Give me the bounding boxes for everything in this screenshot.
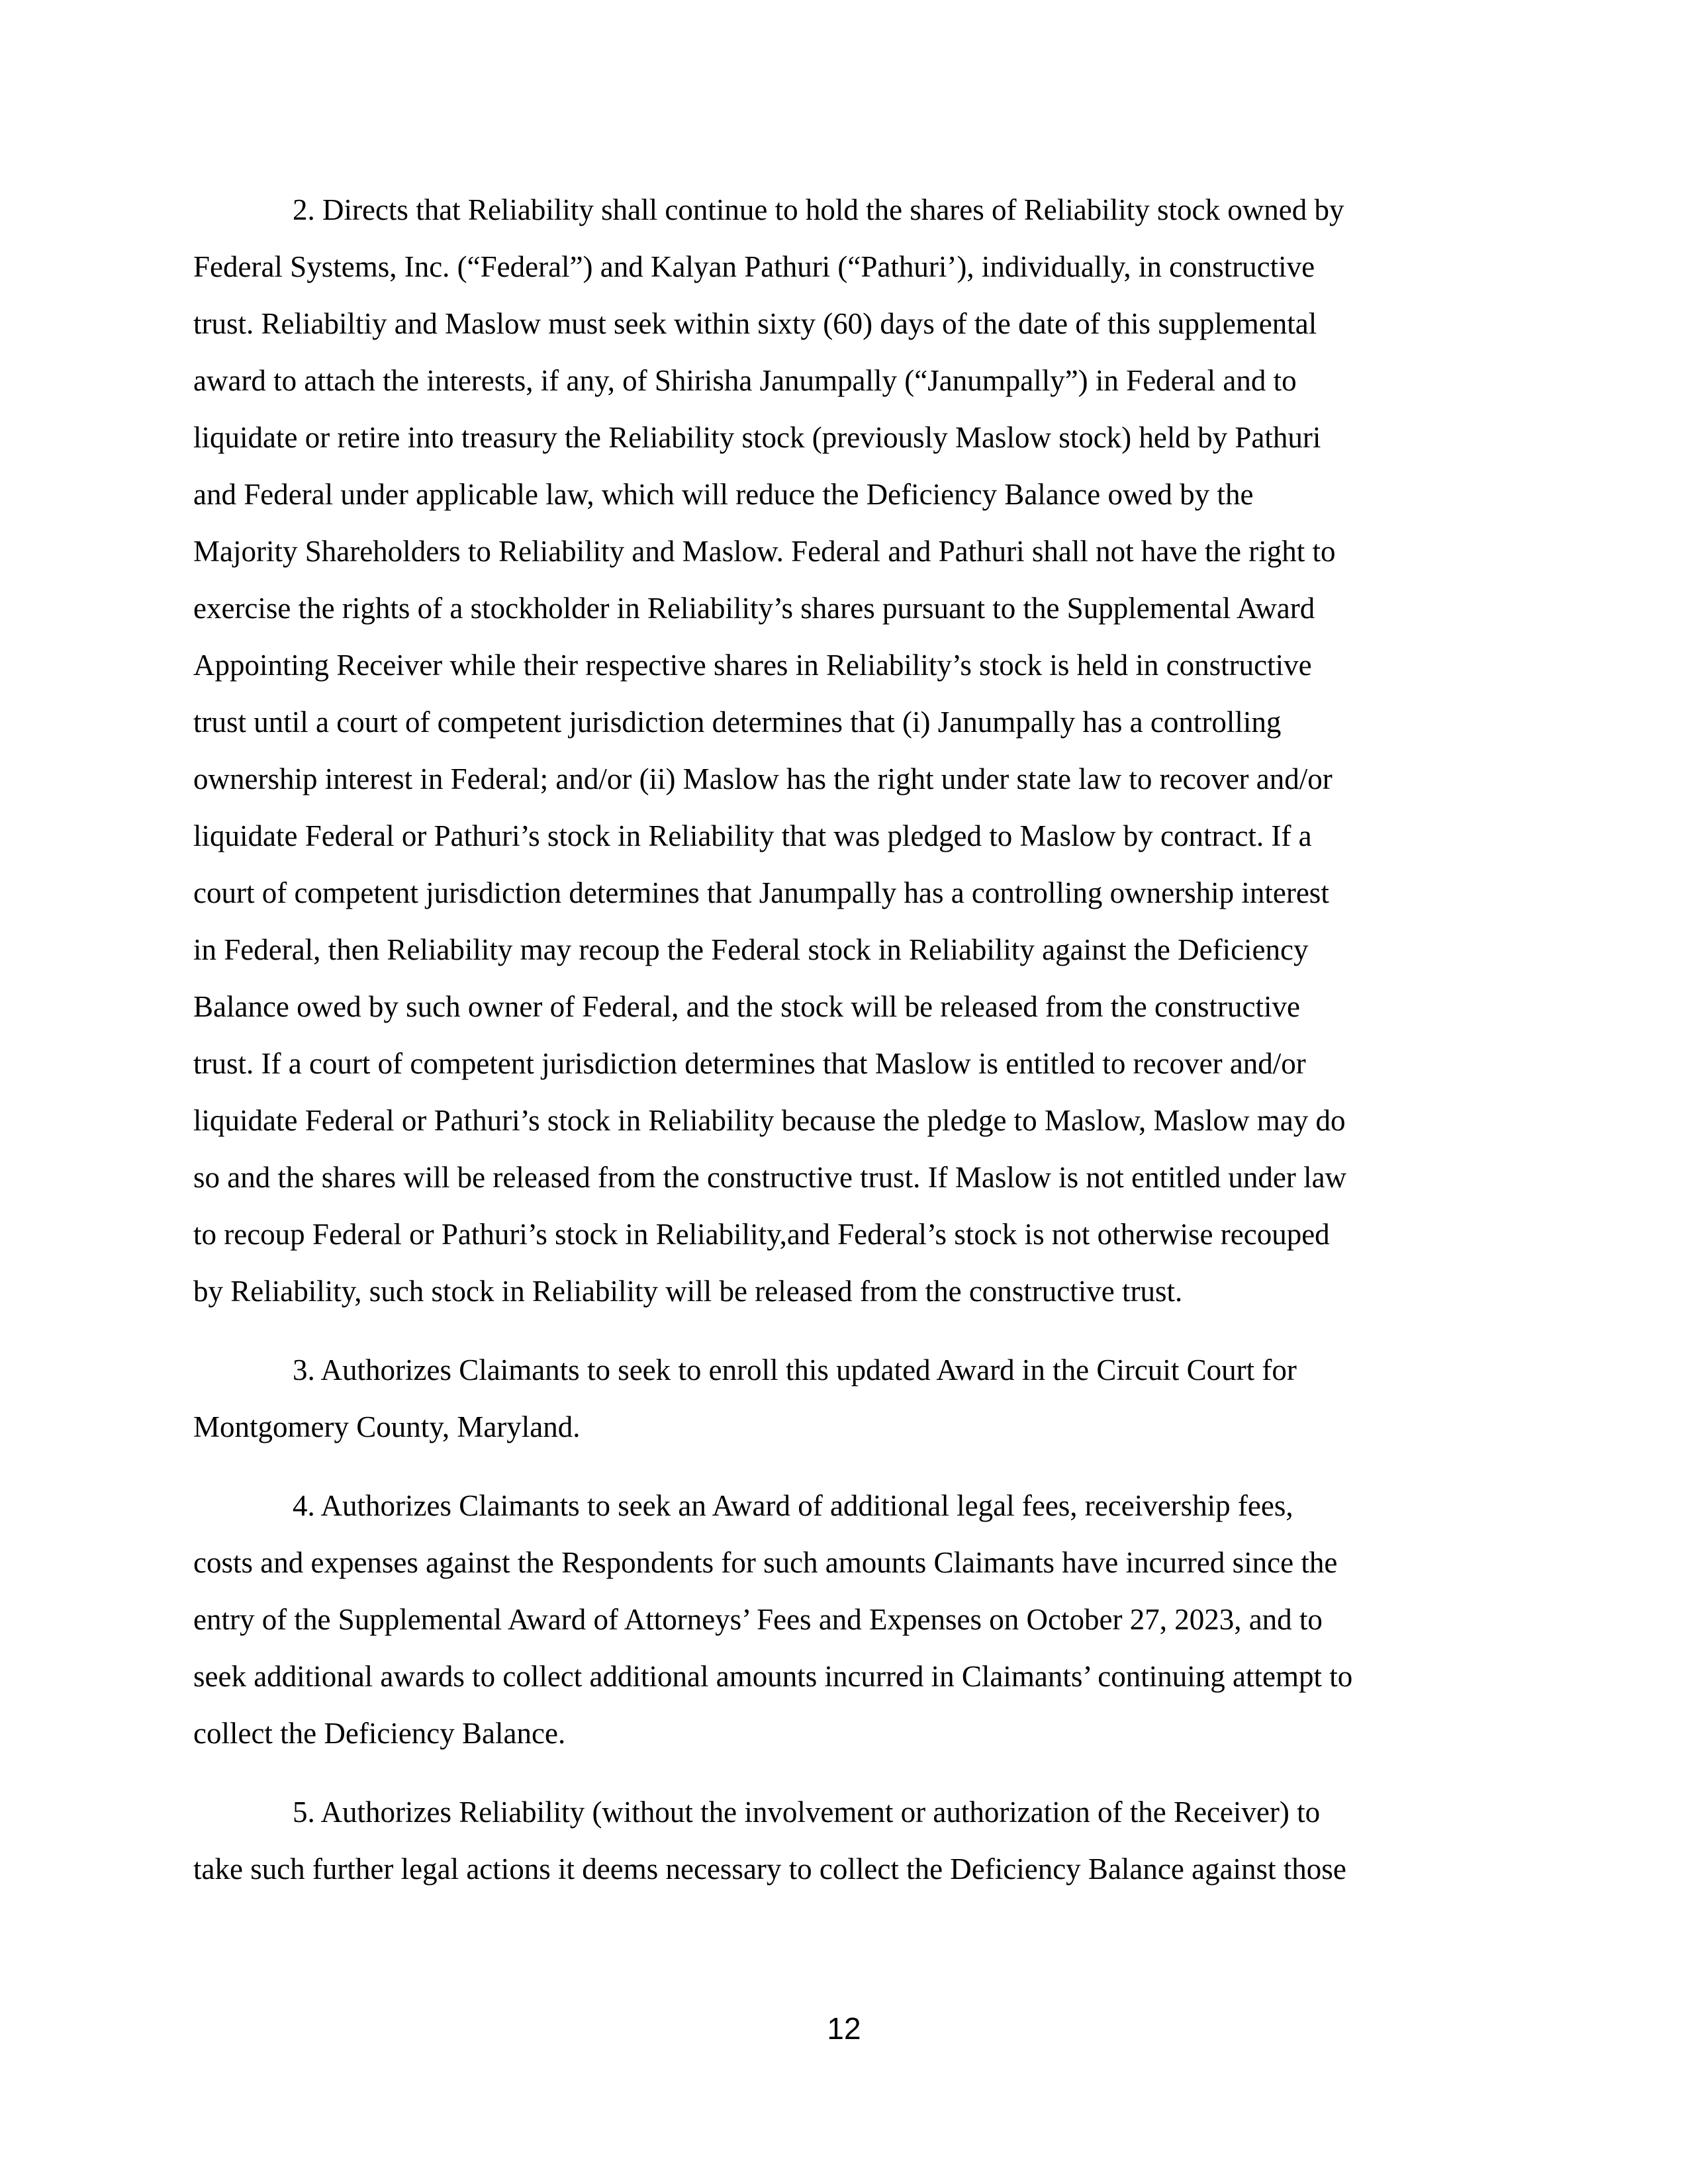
paragraph — [193, 1477, 1511, 1762]
paragraph-line: exercise the rights of a stockholder in Reliability’s shares pursuant to the Supplemental Award — [193, 592, 1315, 625]
paragraph-line: and Federal under applicable law, which will reduce the Deficiency Balance owed by the — [193, 478, 1254, 511]
paragraph-line: Montgomery County, Maryland. — [193, 1410, 581, 1443]
paragraph-line: to recoup Federal or Pathuri’s stock in Reliability,and Federal’s stock is not otherwise recouped — [193, 1218, 1330, 1251]
paragraph — [193, 181, 1511, 1320]
paragraph-line: trust. Reliabiltiy and Maslow must seek within sixty (60) days of the date of this supplemental — [193, 307, 1317, 340]
paragraph-line: trust. If a court of competent jurisdiction determines that Maslow is entitled to recover and/or — [193, 1047, 1306, 1080]
paragraph-line: trust until a court of competent jurisdiction determines that (i) Janumpally has a controlling — [193, 705, 1282, 739]
paragraph-first-line: 5. Authorizes Reliability (without the involvement or authorization of the Receiver) to — [293, 1796, 1321, 1829]
paragraph-line: so and the shares will be released from the constructive trust. If Maslow is not entitled under law — [193, 1161, 1347, 1194]
paragraph-line: court of competent jurisdiction determines that Janumpally has a controlling ownership interest — [193, 876, 1329, 909]
paragraph — [193, 1342, 1511, 1455]
paragraph-first-line: 2. Directs that Reliability shall continue to hold the shares of Reliability stock owned by — [293, 193, 1344, 226]
paragraph-line: liquidate Federal or Pathuri’s stock in Reliability because the pledge to Maslow, Maslow may do — [193, 1104, 1346, 1137]
paragraph-line: liquidate Federal or Pathuri’s stock in Reliability that was pledged to Maslow by contract. If a — [193, 819, 1312, 852]
paragraph-line: entry of the Supplemental Award of Attorneys’ Fees and Expenses on October 27, 2023, and to — [193, 1603, 1323, 1636]
paragraph-line: award to attach the interests, if any, of Shirisha Janumpally (“Janumpally”) in Federal and to — [193, 364, 1297, 397]
paragraph-line: Federal Systems, Inc. (“Federal”) and Kalyan Pathuri (“Pathuri’), individually, in constructive — [193, 250, 1315, 283]
paragraph-line: by Reliability, such stock in Reliability will be released from the constructive trust. — [193, 1275, 1183, 1308]
paragraph-line: Balance owed by such owner of Federal, and the stock will be released from the constructive — [193, 990, 1300, 1023]
paragraph-line: in Federal, then Reliability may recoup the Federal stock in Reliability against the Deficiency — [193, 933, 1309, 966]
paragraph-line: ownership interest in Federal; and/or (ii) Maslow has the right under state law to recover and/or — [193, 762, 1333, 796]
paragraph-first-line: 4. Authorizes Claimants to seek an Award of additional legal fees, receivership fees, — [293, 1489, 1293, 1522]
page-footer — [0, 2012, 1688, 2045]
paragraph-first-line: 3. Authorizes Claimants to seek to enroll this updated Award in the Circuit Court for — [293, 1353, 1297, 1387]
paragraph-line: Appointing Receiver while their respective shares in Reliability’s stock is held in constructive — [193, 649, 1312, 682]
page-number: 12 — [827, 2011, 861, 2046]
paragraph-line: take such further legal actions it deems necessary to collect the Deficiency Balance against those — [193, 1852, 1346, 1886]
document-body — [193, 181, 1511, 1897]
paragraph-line: costs and expenses against the Respondents for such amounts Claimants have incurred since the — [193, 1546, 1338, 1579]
paragraph-line: Majority Shareholders to Reliability and Maslow. Federal and Pathuri shall not have the right to — [193, 535, 1336, 568]
paragraph-line: liquidate or retire into treasury the Reliability stock (previously Maslow stock) held by Pathuri — [193, 421, 1321, 454]
paragraph-line: collect the Deficiency Balance. — [193, 1717, 566, 1750]
paragraph — [193, 1784, 1511, 1897]
paragraph-line: seek additional awards to collect additional amounts incurred in Claimants’ continuing attempt to — [193, 1660, 1353, 1693]
